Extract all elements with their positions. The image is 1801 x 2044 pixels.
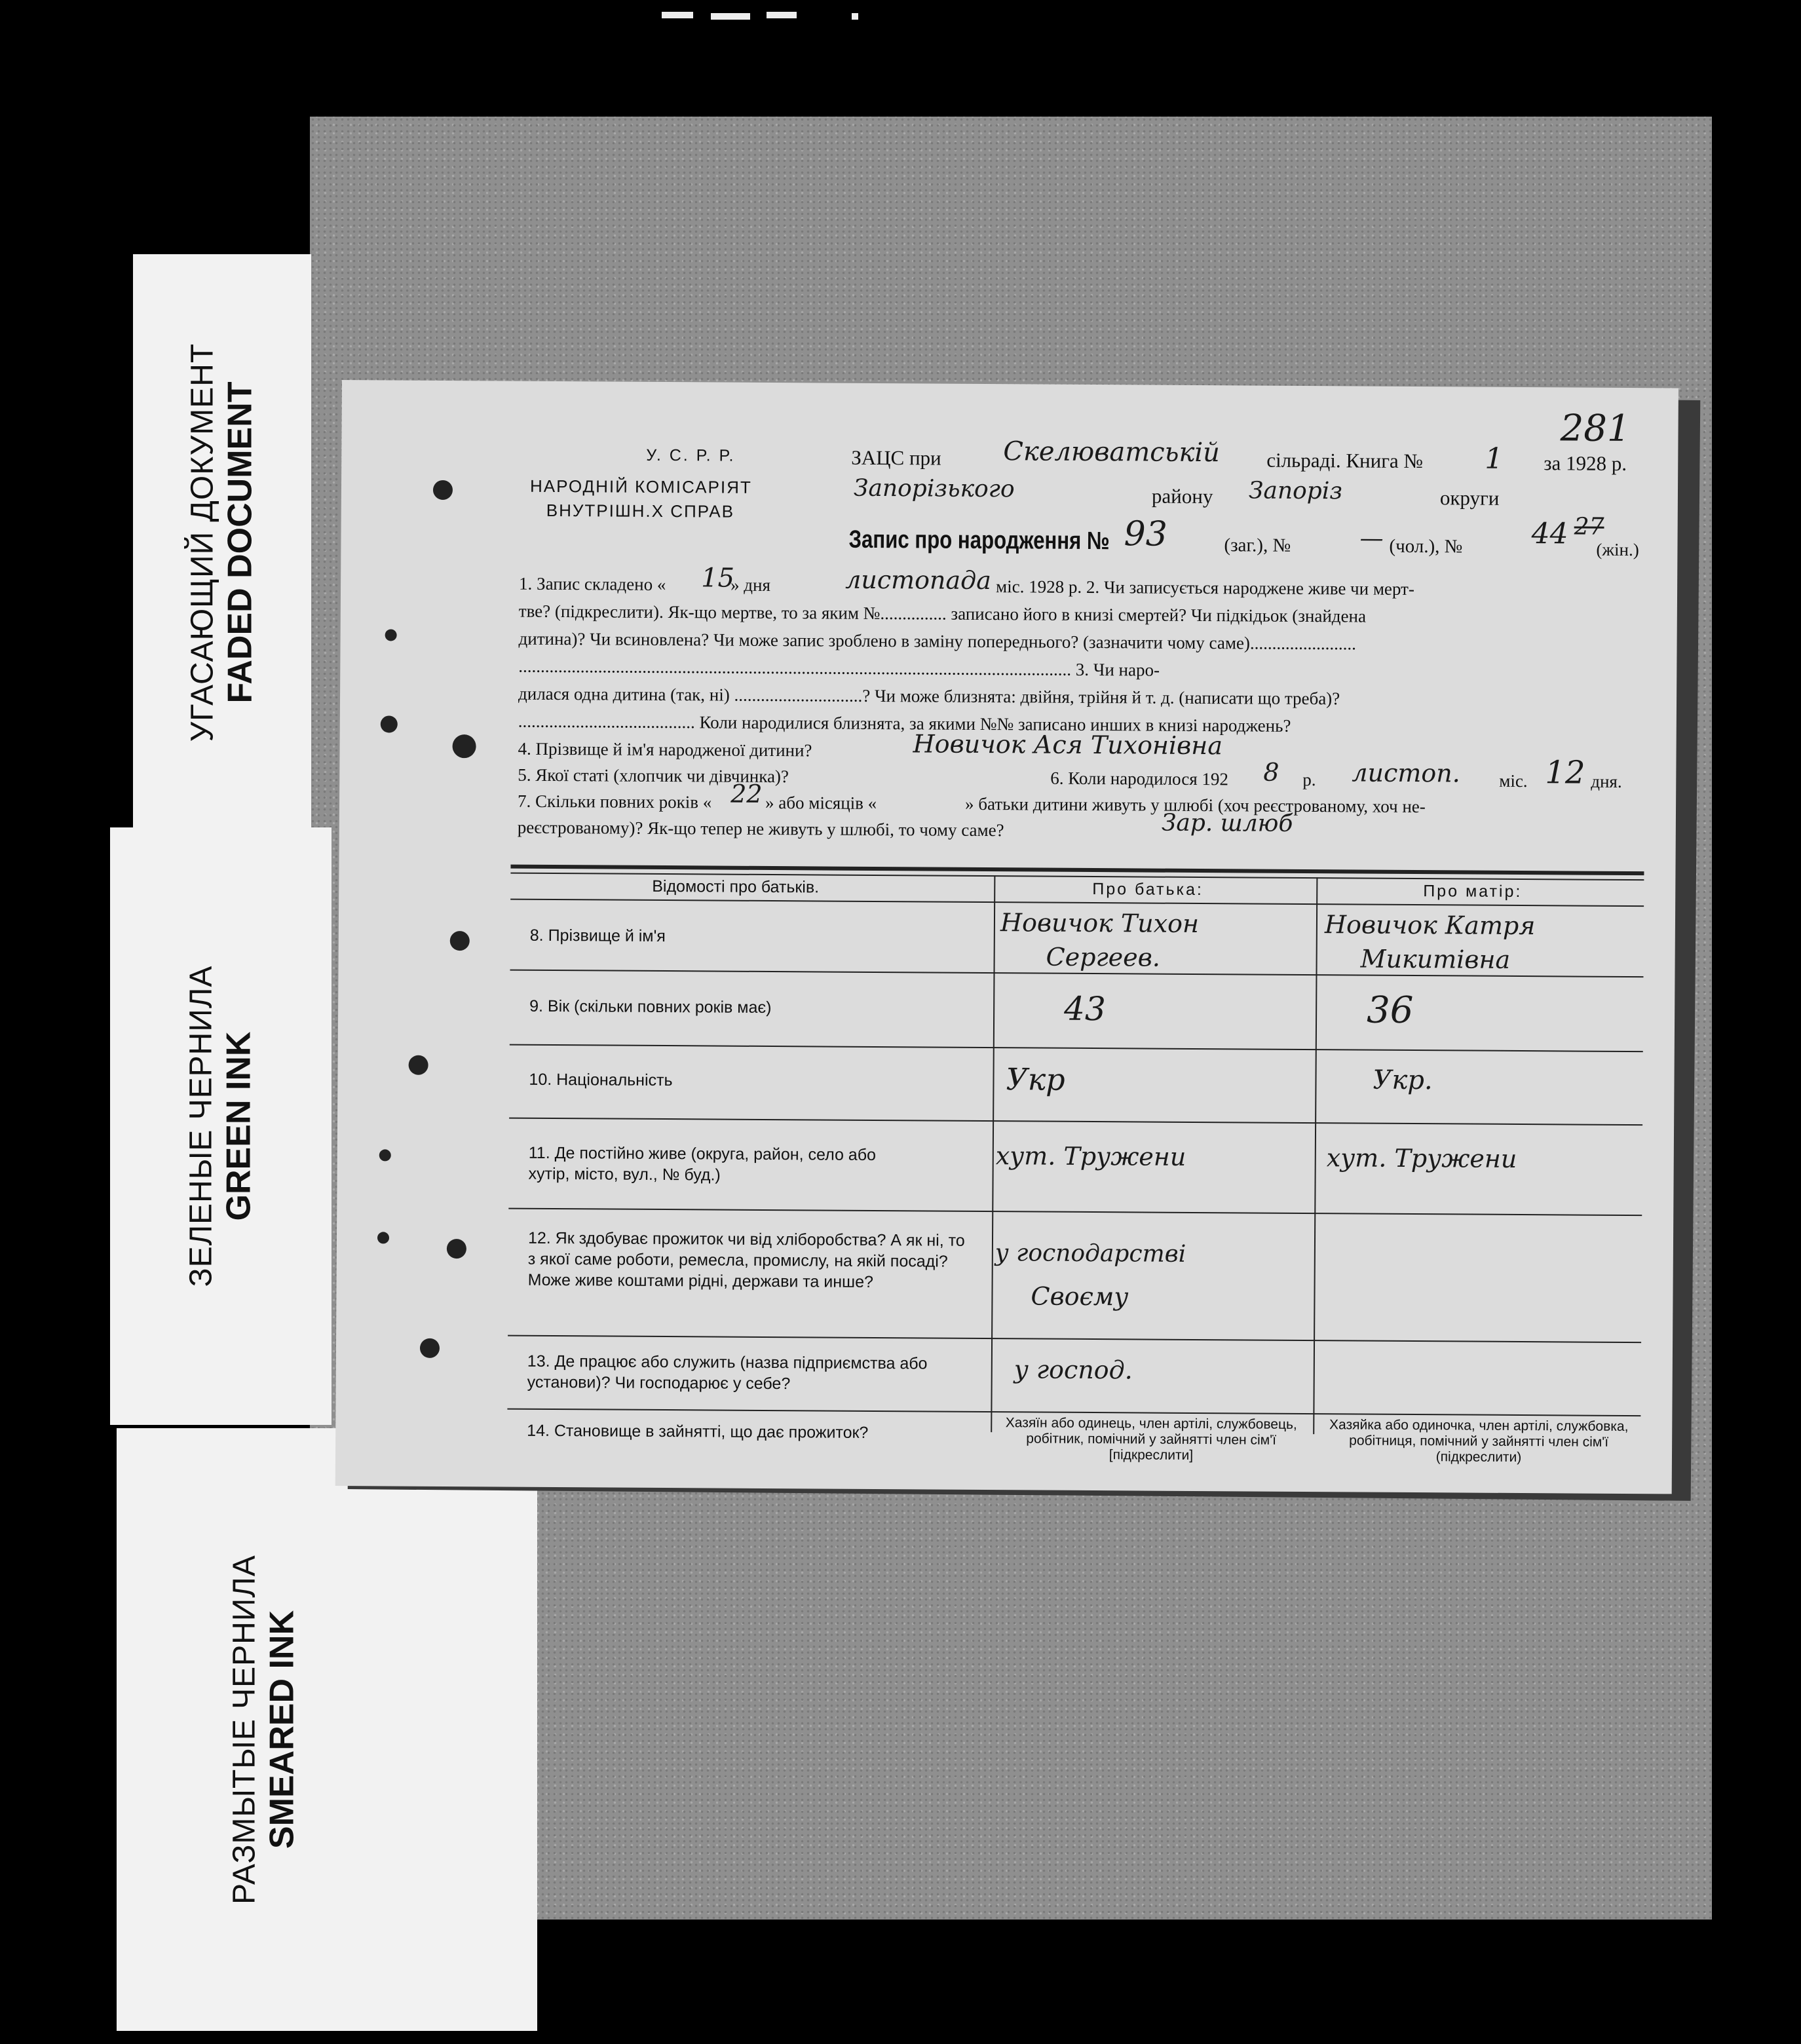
hw-day: 15	[701, 563, 735, 594]
hw-father-age: 43	[1063, 989, 1106, 1029]
form-line-8a: 5. Якої статі (хлопчик чи дівчинка)?	[518, 765, 789, 787]
punch-hole	[377, 1232, 389, 1243]
hw-mother-residence: хут. Тружени	[1326, 1143, 1517, 1173]
hw-father-nationality: Укр	[1006, 1061, 1065, 1097]
hw-rayon: Запорізького	[853, 474, 1015, 503]
label-ru-text: УГАСАЮЩИЙ ДОКУМЕНТ	[185, 343, 220, 742]
table-col-divider	[1313, 877, 1318, 1434]
form-line-1c: міс. 1928 р. 2. Чи записується народжене живе чи мерт-	[996, 577, 1414, 599]
hw-father-name: Новичок Тихон	[1000, 908, 1200, 939]
col-header-mother: Про матір:	[1423, 882, 1523, 901]
punch-hole	[409, 1055, 428, 1075]
zhin-label: (жін.)	[1596, 539, 1639, 560]
table-row-label: 14. Становище в зайнятті, що дає прожиток?	[527, 1421, 869, 1442]
form-line-9a: 7. Скільки повних років «	[517, 791, 712, 812]
label-en-text: SMEARED INK	[263, 1610, 301, 1849]
form-line-7: 4. Прізвище й ім'я народженої дитини?	[518, 738, 812, 761]
header-commissariat: НАРОДНІЙ КОМІСАРІЯТ	[529, 476, 752, 497]
label-ru-text: РАЗМЫТЫЕ ЧЕРНИЛА	[227, 1555, 262, 1904]
punch-hole	[381, 715, 398, 732]
form-line-6: ........................................ Коли народилися близнята, за якими №№ записано инших в книзі народжень?	[518, 711, 1291, 736]
punch-hole	[452, 734, 476, 758]
table-row-rule	[508, 1208, 1642, 1217]
top-fragment	[711, 13, 750, 20]
label-faded-document	[133, 254, 311, 831]
hw-record-zhin-struck: 27	[1574, 513, 1604, 540]
top-fragment	[662, 12, 693, 18]
zah-label: (заг.), №	[1224, 535, 1291, 556]
punch-hole	[433, 480, 453, 500]
label-ru-text: ЗЕЛЕНЫЕ ЧЕРНИЛА	[183, 965, 219, 1287]
record-title: Запис про народження №	[848, 525, 1110, 556]
col-header-father: Про батька:	[1092, 880, 1204, 899]
table-row-label: 9. Вік (скільки повних років має)	[529, 996, 772, 1017]
table-row-label: 12. Як здобуває прожиток чи від хліборобства? А як ні, то з якої саме роботи, ремесла, промислу, на якій посаді? Може живе коштами рідні, держави та инше?	[527, 1228, 965, 1291]
punch-hole	[379, 1149, 391, 1161]
hw-silrada: Скелюватській	[1003, 436, 1221, 468]
hw-birth-month: листоп.	[1352, 758, 1460, 788]
book-label: сільраді. Книга №	[1266, 448, 1424, 473]
chol-label: (чол.), №	[1389, 535, 1463, 558]
table-row-label: 11. Де постійно живе (округа, район, село або хутір, місто, вул., № буд.)	[528, 1143, 877, 1184]
hw-child-name: Новичок Ася Тихонівна	[913, 729, 1223, 761]
label-en-text: GREEN INK	[219, 1031, 258, 1221]
header-ussr: У. С. Р. Р.	[646, 445, 736, 465]
punch-hole	[447, 1239, 466, 1259]
form-line-8b: 6. Коли народилося 192	[1050, 768, 1229, 789]
form-line-3: дитина)? Чи всиновлена? Чи може запис зроблено в заміну попереднього? (зазначити чому саме)........................	[518, 628, 1357, 654]
zags-label: ЗАЦС при	[851, 445, 941, 470]
form-line-1b: » дня	[730, 575, 771, 596]
form-line-8c: р.	[1302, 769, 1316, 790]
hw-marriage-note: Зар. шлюб	[1161, 809, 1293, 837]
row14-mother-options: Хазяйка або одиночка, член артілі, службовка, робітниця, помічний у зайнятті член сім'ї (підкреслити)	[1329, 1417, 1629, 1466]
table-row-rule	[509, 1118, 1642, 1126]
hw-record-chol: —	[1359, 525, 1384, 552]
row14-father-options: Хазяїн або одинець, член артілі, службовець, робітник, помічний у зайнятті член сім'ї [підкреслити]	[1005, 1415, 1297, 1463]
hw-father-residence: хут. Тружени	[995, 1141, 1186, 1171]
hw-mother-nationality: Укр.	[1373, 1065, 1433, 1096]
hw-birth-year: 8	[1263, 757, 1280, 787]
form-line-9b: » або місяців «	[765, 792, 877, 813]
top-fragment	[852, 13, 858, 20]
punch-hole	[450, 931, 470, 951]
form-line-5: дилася одна дитина (так, ні) .............................? Чи може близнята: двійня, трійня й т. д. (написати що треба)?	[518, 683, 1340, 709]
label-smeared-ink	[117, 1428, 537, 2031]
table-row-label: 8. Прізвище й ім'я	[529, 926, 666, 946]
birth-record-form	[335, 380, 1678, 1494]
punch-hole	[385, 629, 397, 641]
hw-record-zhin: 44	[1531, 517, 1568, 551]
form-line-9c: » батьки дитини живуть у шлюбі (хоч реєстрованому, хоч не-	[964, 793, 1426, 817]
hw-father-name-2: Сергеев.	[1046, 942, 1161, 972]
hw-father-livelihood-2: Своєму	[1031, 1281, 1129, 1312]
rayon-label: району	[1151, 484, 1213, 508]
form-line-8d: міс.	[1499, 770, 1528, 791]
label-en-text: FADED DOCUMENT	[221, 381, 259, 704]
form-line-1a: 1. Запис складено «	[519, 573, 666, 595]
label-green-ink	[110, 827, 332, 1425]
top-fragment	[767, 12, 797, 18]
table-col-divider	[991, 875, 995, 1432]
year-label: за 1928 р.	[1544, 451, 1627, 475]
hw-father-work: у господ.	[1014, 1355, 1133, 1385]
table-row-rule	[510, 1044, 1643, 1053]
form-line-2: тве? (підкреслити). Як-що мертве, то за яким №............... записано його в книзі смертей? Чи підкідьок (знайдена	[518, 601, 1367, 626]
table-row-label: 13. Де працює або служить (назва підприємства або установи)? Чи господарює у себе?	[527, 1352, 928, 1393]
hw-book-no: 1	[1485, 442, 1504, 476]
hw-page-no: 281	[1560, 407, 1631, 451]
table-row-rule	[508, 1335, 1641, 1344]
table-row-label: 10. Національність	[529, 1070, 673, 1090]
hw-mother-name: Новичок Катря	[1324, 910, 1536, 941]
punch-hole	[420, 1338, 440, 1358]
hw-record-no: 93	[1124, 514, 1167, 554]
hw-mother-name-2: Микитівна	[1360, 944, 1511, 974]
form-line-8e: дня.	[1591, 771, 1622, 791]
hw-okruha: Запоріз	[1248, 477, 1343, 505]
form-line-4: ............................................................................................................................. 3. Чи наро-	[518, 656, 1160, 680]
form-line-10: реєстрованому)? Як-що тепер не живуть у шлюбі, то чому саме?	[517, 817, 1004, 841]
header-commissariat-2: ВНУТРІШН.Х СПРАВ	[546, 500, 735, 521]
hw-years-married: 22	[730, 779, 763, 808]
hw-mother-age: 36	[1366, 989, 1414, 1032]
okruha-label: округи	[1439, 486, 1500, 510]
hw-birth-day: 12	[1545, 754, 1585, 791]
hw-month: листопада	[845, 565, 992, 596]
col-header-info: Відомості про батьків.	[652, 877, 820, 897]
hw-father-livelihood: у господарстві	[995, 1240, 1186, 1268]
